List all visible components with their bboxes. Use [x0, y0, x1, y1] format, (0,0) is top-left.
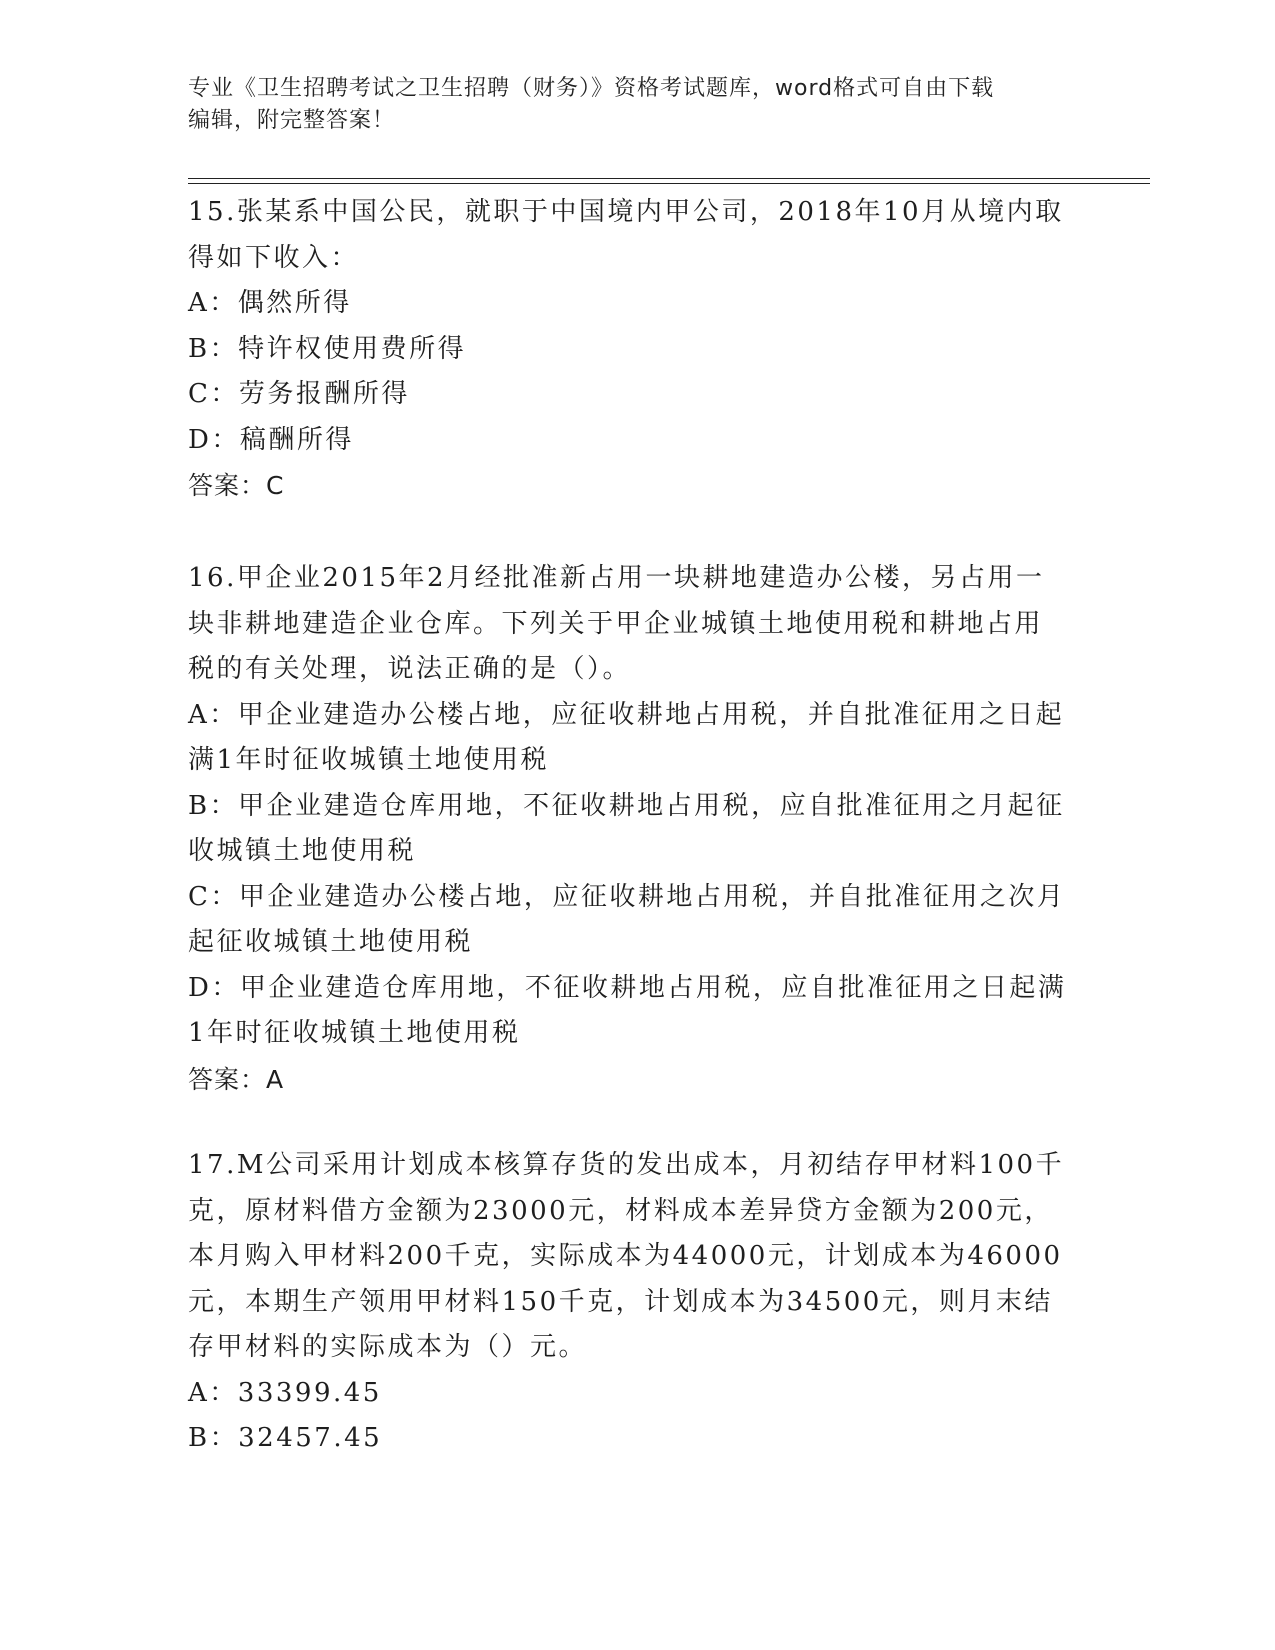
question-stem-line: 17.M公司采用计划成本核算存货的发出成本，月初结存甲材料100千	[188, 1150, 1065, 1180]
question-stem-line: 本月购入甲材料200千克，实际成本为44000元，计划成本为46000	[188, 1241, 1063, 1271]
option-c: C：甲企业建造办公楼占地，应征收耕地占用税，并自批准征用之次月	[188, 881, 1066, 912]
option-b-continued: 收城镇土地使用税	[188, 836, 417, 866]
header-rule-bottom	[188, 183, 1150, 184]
option-d: D：稿酬所得	[188, 424, 354, 455]
option-d: D：甲企业建造仓库用地，不征收耕地占用税，应自批准征用之日起满	[188, 972, 1067, 1003]
question-stem-line: 税的有关处理，说法正确的是（）。	[188, 654, 632, 684]
header-line-1: 专业《卫生招聘考试之卫生招聘（财务）》资格考试题库，word格式可自由下载	[188, 76, 995, 101]
question-stem-line: 块非耕地建造企业仓库。下列关于甲企业城镇土地使用税和耕地占用	[188, 608, 1044, 639]
option-c-continued: 起征收城镇土地使用税	[188, 927, 474, 957]
question-stem-line: 克，原材料借方金额为23000元，材料成本差异贷方金额为200元，	[188, 1195, 1053, 1226]
header-line-2: 编辑，附完整答案！	[188, 108, 396, 133]
question-stem-line: 16.甲企业2015年2月经批准新占用一块耕地建造办公楼，另占用一	[188, 563, 1045, 593]
answer-label: 答案：A	[188, 1064, 285, 1094]
question-17	[188, 1143, 1078, 1462]
option-d-continued: 1年时征收城镇土地使用税	[188, 1018, 521, 1048]
option-b: B：32457.45	[188, 1423, 383, 1453]
question-stem-line: 元，本期生产领用甲材料150千克，计划成本为34500元，则月末结	[188, 1286, 1053, 1317]
question-16	[188, 556, 1078, 1102]
option-a: A：甲企业建造办公楼占地，应征收耕地占用税，并自批准征用之日起	[188, 699, 1065, 730]
option-b: B：特许权使用费所得	[188, 333, 467, 364]
option-a: A：33399.45	[188, 1377, 382, 1408]
question-stem-line: 存甲材料的实际成本为（）元。	[188, 1332, 588, 1362]
question-stem-line: 15.张某系中国公民，就职于中国境内甲公司，2018年10月从境内取	[188, 197, 1064, 227]
option-b: B：甲企业建造仓库用地，不征收耕地占用税，应自批准征用之月起征	[188, 790, 1065, 821]
option-a: A：偶然所得	[188, 288, 352, 318]
header-rule-top	[188, 178, 1150, 179]
question-stem-line: 得如下收入：	[188, 242, 360, 273]
option-c: C：劳务报酬所得	[188, 379, 410, 409]
question-15	[188, 190, 1078, 509]
answer-label: 答案：C	[188, 471, 285, 500]
document-header	[188, 73, 1088, 137]
option-a-continued: 满1年时征收城镇土地使用税	[188, 745, 550, 775]
